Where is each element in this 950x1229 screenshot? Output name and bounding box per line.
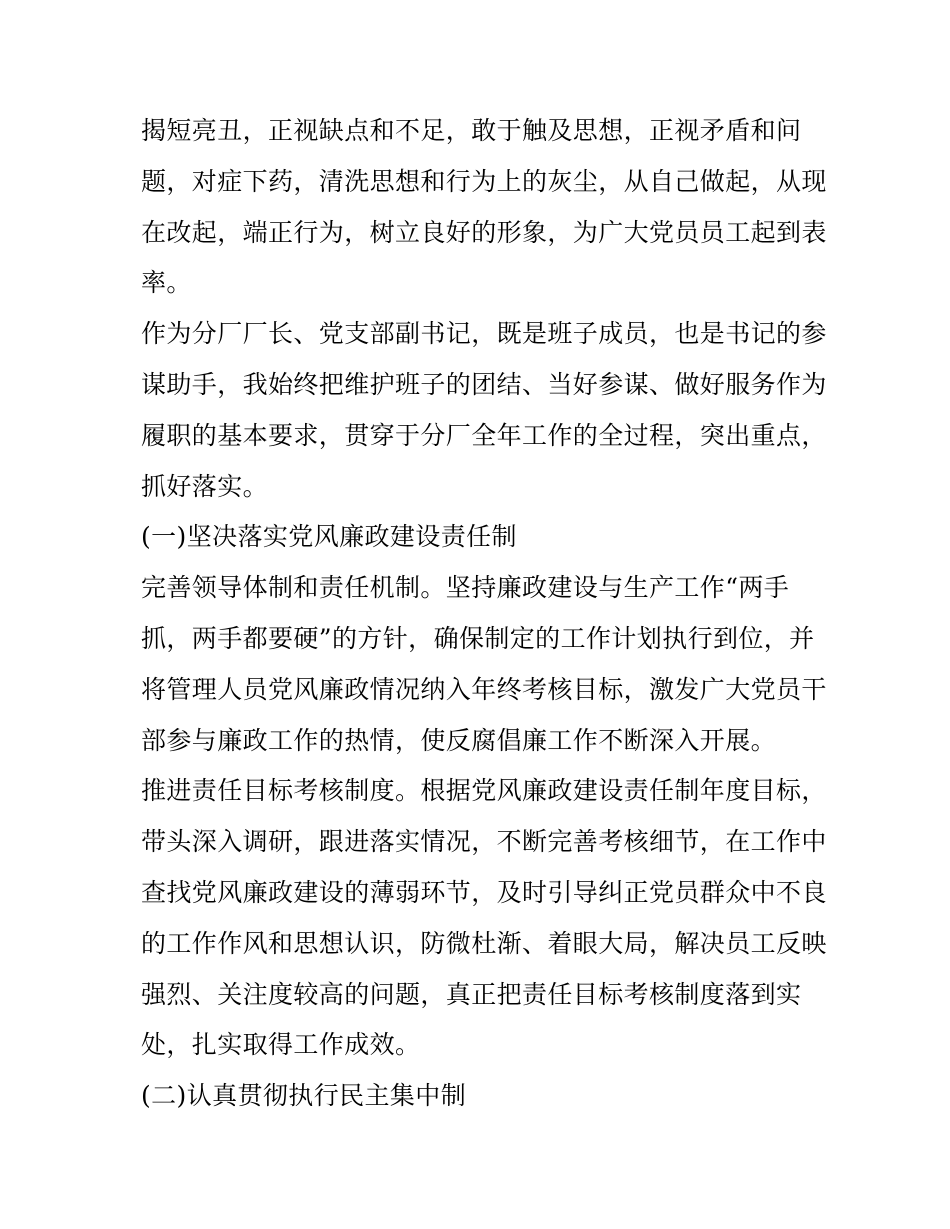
text-line: 完善领导体制和责任机制。坚持廉政建设与生产工作“两手 (141, 573, 790, 603)
text-line: 揭短亮丑，正视缺点和不足，敢于触及思想，正视矛盾和问 (141, 116, 802, 145)
text-line: 率。 (141, 268, 192, 298)
text-line: 抓好落实。 (141, 471, 269, 501)
text-line: 在改起，端正行为，树立良好的形象，为广大党员员工起到表 (141, 217, 827, 247)
text-line: 强烈、关注度较高的问题，真正把责任目标考核制度落到实 (141, 979, 802, 1009)
document-body (141, 106, 827, 1122)
text-line: 部参与廉政工作的热情，使反腐倡廉工作不断深入开展。 (141, 725, 777, 755)
text-line: 抓，两手都要硬”的方针，确保制定的工作计划执行到位，并 (141, 623, 815, 653)
text-line: 处，扎实取得工作成效。 (141, 1030, 421, 1060)
text-line: 题，对症下药，清洗思想和行为上的灰尘，从自己做起，从现 (141, 166, 827, 196)
text-line: 的工作作风和思想认识，防微杜渐、着眼大局，解决员工反映 (141, 928, 827, 958)
section-heading: (一)坚决落实党风廉政建设责任制 (141, 522, 517, 552)
text-line: 带头深入调研，跟进落实情况，不断完善考核细节，在工作中 (141, 827, 827, 857)
text-line: 谋助手，我始终把维护班子的团结、当好参谋、做好服务作为 (141, 369, 827, 399)
text-line: 将管理人员党风廉政情况纳入年终考核目标，激发广大党员干 (141, 674, 827, 704)
text-line: 查找党风廉政建设的薄弱环节，及时引导纠正党员群众中不良 (141, 877, 827, 907)
section-heading: (二)认真贯彻执行民主集中制 (141, 1081, 467, 1111)
text-line: 履职的基本要求，贯穿于分厂全年工作的全过程，突出重点， (141, 420, 827, 450)
text-line: 作为分厂厂长、党支部副书记，既是班子成员，也是书记的参 (141, 319, 827, 349)
text-line: 推进责任目标考核制度。根据党风廉政建设责任制年度目标， (141, 776, 827, 806)
